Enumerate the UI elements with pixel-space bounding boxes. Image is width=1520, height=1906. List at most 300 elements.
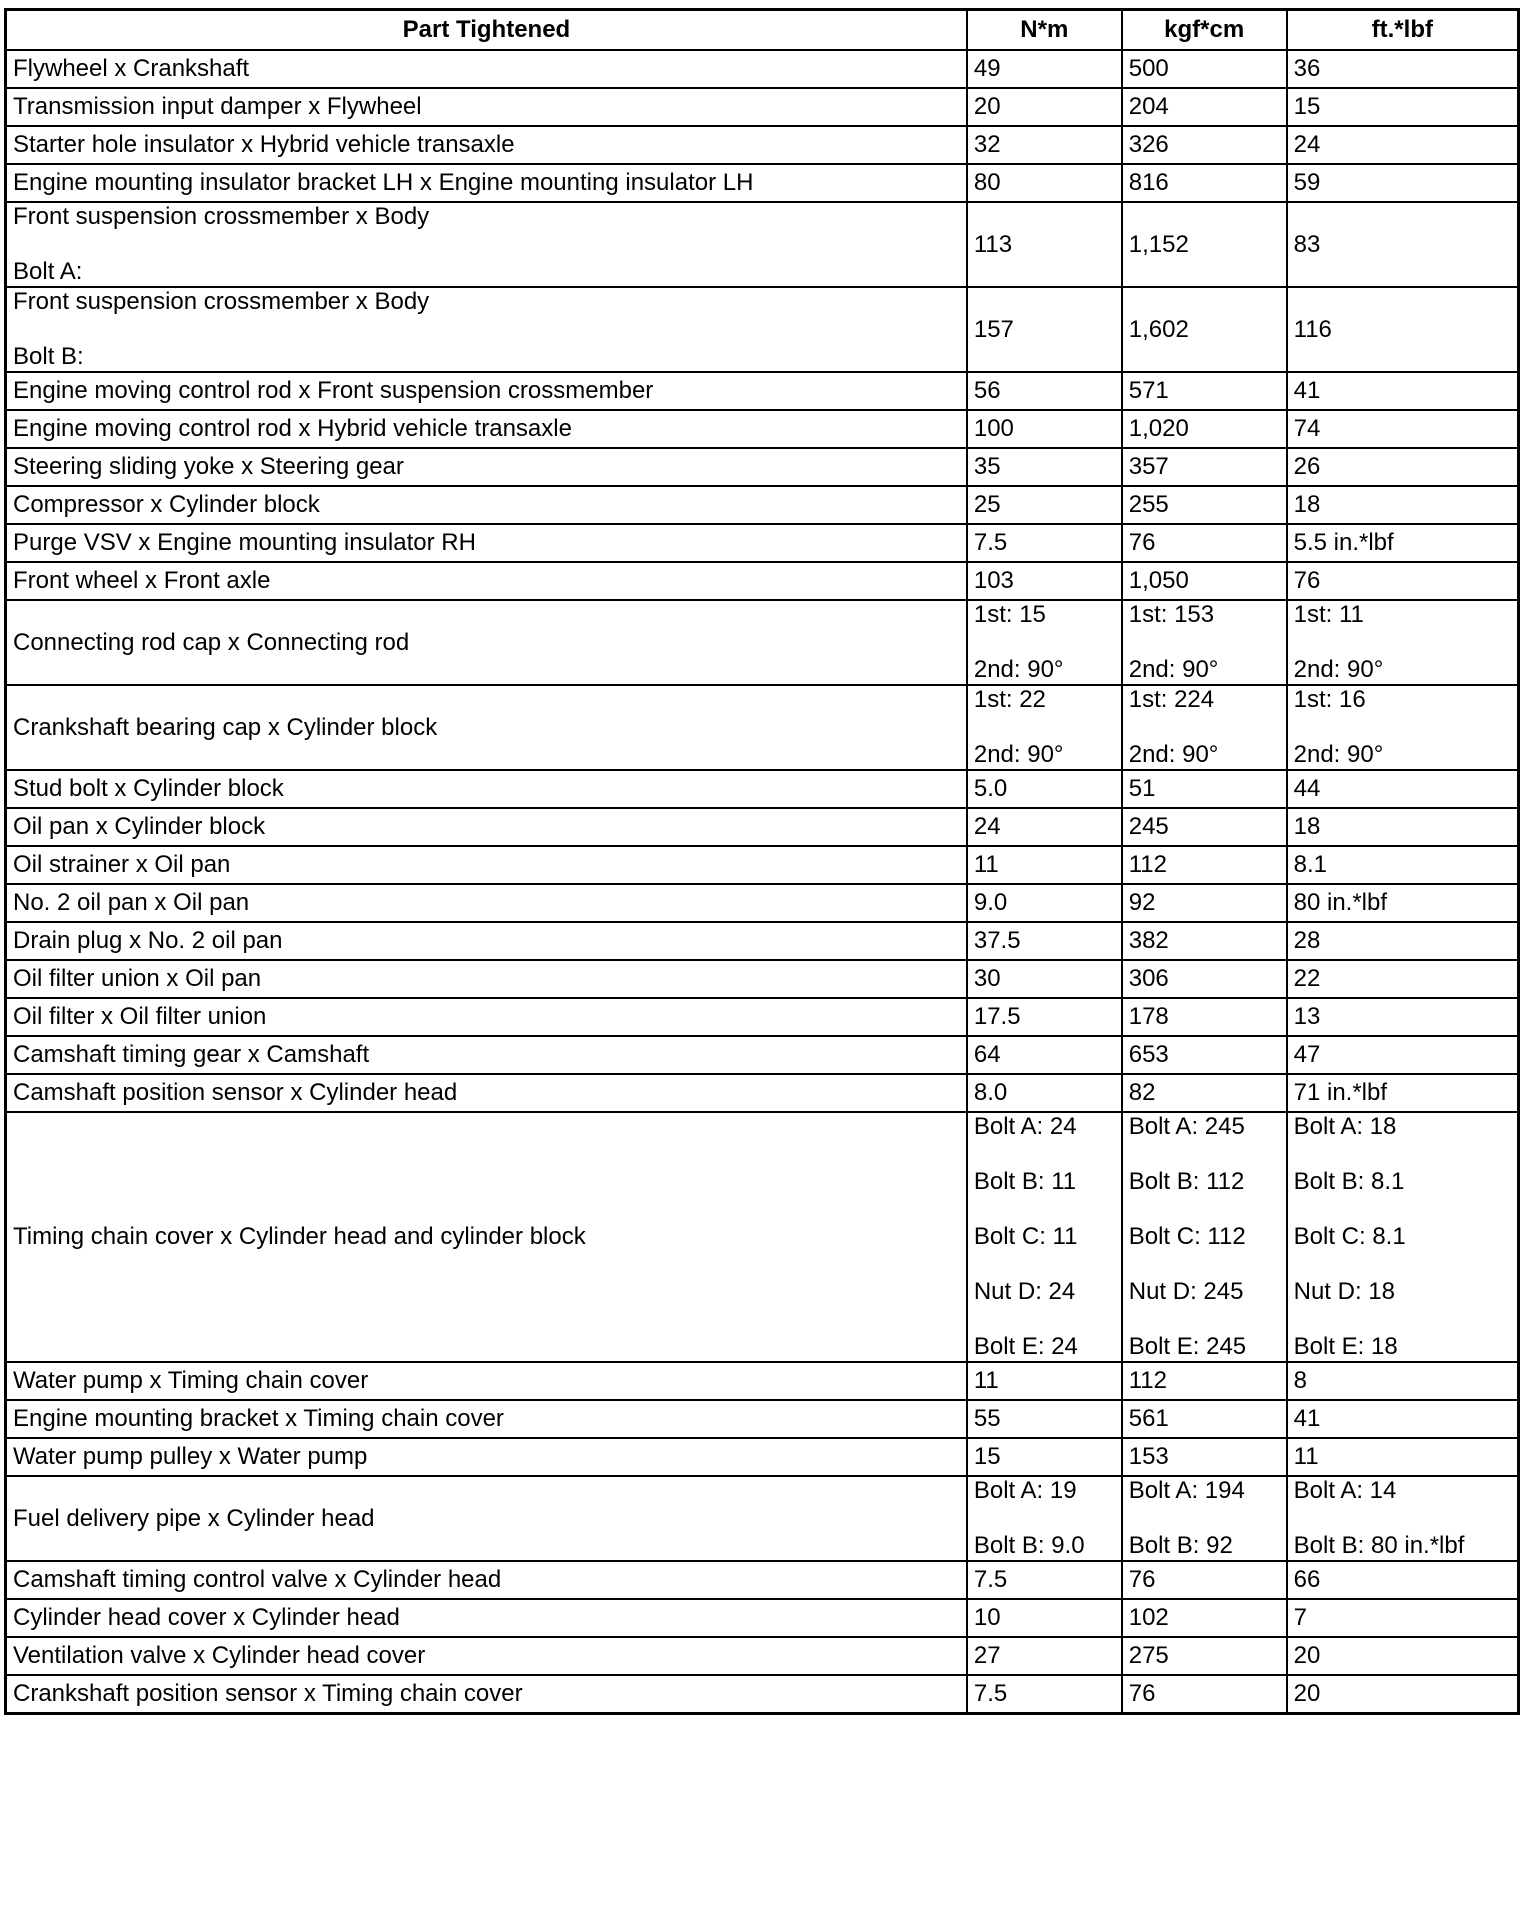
header-nm: N*m <box>967 10 1122 51</box>
part-cell <box>6 50 967 88</box>
part-cell-line: Crankshaft bearing cap x Cylinder block <box>13 713 438 741</box>
part-cell-line: Crankshaft position sensor x Timing chain cover <box>13 1680 523 1707</box>
ft-lbf-cell-line: 20 <box>1293 1642 1321 1669</box>
torque-spec-sheet <box>4 8 1520 1715</box>
nm-cell-line: 20 <box>973 93 1001 120</box>
table-row <box>6 1074 1519 1112</box>
nm-cell <box>967 960 1122 998</box>
nm-cell <box>967 1675 1122 1714</box>
kgf-cm-cell <box>1122 770 1287 808</box>
ft-lbf-cell-line: 1st: 16 <box>1293 686 1366 713</box>
ft-lbf-cell <box>1287 770 1519 808</box>
ft-lbf-cell <box>1287 410 1519 448</box>
nm-cell <box>967 50 1122 88</box>
ft-lbf-cell <box>1287 1599 1519 1637</box>
table-row <box>6 410 1519 448</box>
table-row <box>6 1112 1519 1362</box>
ft-lbf-cell <box>1287 50 1519 88</box>
part-cell-line: Connecting rod cap x Connecting rod <box>13 628 410 656</box>
kgf-cm-cell-line: 357 <box>1128 453 1169 480</box>
table-row <box>6 126 1519 164</box>
ft-lbf-cell <box>1287 600 1519 685</box>
kgf-cm-cell <box>1122 600 1287 685</box>
kgf-cm-cell <box>1122 524 1287 562</box>
part-cell-line: Steering sliding yoke x Steering gear <box>13 453 404 480</box>
kgf-cm-cell <box>1122 1362 1287 1400</box>
ft-lbf-cell-line: Bolt B: 80 in.*lbf <box>1293 1532 1465 1559</box>
part-cell <box>6 287 967 372</box>
ft-lbf-cell-line: 47 <box>1293 1041 1321 1068</box>
ft-lbf-cell <box>1287 1074 1519 1112</box>
kgf-cm-cell-line: 1,050 <box>1128 567 1189 594</box>
kgf-cm-cell-line: 500 <box>1128 55 1169 82</box>
ft-lbf-cell <box>1287 1561 1519 1599</box>
table-row <box>6 202 1519 287</box>
ft-lbf-cell <box>1287 1036 1519 1074</box>
nm-cell <box>967 1036 1122 1074</box>
nm-cell-line: 7.5 <box>973 529 1008 556</box>
part-cell <box>6 846 967 884</box>
kgf-cm-cell-line: 1,020 <box>1128 415 1189 442</box>
ft-lbf-cell <box>1287 1637 1519 1675</box>
nm-cell <box>967 372 1122 410</box>
kgf-cm-cell <box>1122 126 1287 164</box>
ft-lbf-cell-line: 36 <box>1293 55 1321 82</box>
part-cell-line: Oil filter x Oil filter union <box>13 1003 267 1030</box>
table-row <box>6 1476 1519 1561</box>
ft-lbf-cell-line: 59 <box>1293 169 1321 196</box>
nm-cell-line: 30 <box>973 965 1001 992</box>
nm-cell-line: Bolt A: 24 <box>973 1113 1077 1140</box>
nm-cell-line: 24 <box>973 813 1001 840</box>
nm-cell-line: 7.5 <box>973 1566 1008 1593</box>
kgf-cm-cell-line: 653 <box>1128 1041 1169 1068</box>
nm-cell <box>967 202 1122 287</box>
nm-cell <box>967 287 1122 372</box>
nm-cell-line: 80 <box>973 169 1001 196</box>
table-row <box>6 164 1519 202</box>
kgf-cm-cell-line: 255 <box>1128 491 1169 518</box>
ft-lbf-cell-line: 80 in.*lbf <box>1293 889 1388 916</box>
nm-cell <box>967 1074 1122 1112</box>
ft-lbf-cell-line: 18 <box>1293 813 1321 840</box>
part-cell <box>6 1476 967 1561</box>
table-row <box>6 960 1519 998</box>
nm-cell <box>967 846 1122 884</box>
part-cell-line: Drain plug x No. 2 oil pan <box>13 927 283 954</box>
kgf-cm-cell <box>1122 998 1287 1036</box>
part-cell <box>6 1362 967 1400</box>
ft-lbf-cell-line: Bolt E: 18 <box>1293 1333 1398 1360</box>
kgf-cm-cell <box>1122 164 1287 202</box>
kgf-cm-cell <box>1122 808 1287 846</box>
part-cell-line: Oil pan x Cylinder block <box>13 813 266 840</box>
nm-cell-line: 7.5 <box>973 1680 1008 1707</box>
part-cell-line: Engine mounting insulator bracket LH x Engine mounting insulator LH <box>13 169 754 196</box>
ft-lbf-cell <box>1287 287 1519 372</box>
part-cell <box>6 486 967 524</box>
nm-cell-line: Bolt C: 11 <box>973 1223 1078 1250</box>
kgf-cm-cell <box>1122 685 1287 770</box>
nm-cell-line: 2nd: 90° <box>973 656 1064 683</box>
ft-lbf-cell <box>1287 960 1519 998</box>
nm-cell-line: 37.5 <box>973 927 1021 954</box>
nm-cell <box>967 88 1122 126</box>
kgf-cm-cell-line: 102 <box>1128 1604 1169 1631</box>
kgf-cm-cell-line: 816 <box>1128 169 1169 196</box>
part-cell-line: Ventilation valve x Cylinder head cover <box>13 1642 426 1669</box>
kgf-cm-cell-line: 51 <box>1128 775 1156 802</box>
nm-cell <box>967 685 1122 770</box>
ft-lbf-cell-line: 11 <box>1293 1443 1319 1470</box>
nm-cell-line: 55 <box>973 1405 1001 1432</box>
ft-lbf-cell-line: 7 <box>1293 1604 1307 1631</box>
ft-lbf-cell-line: 71 in.*lbf <box>1293 1079 1388 1106</box>
nm-cell <box>967 486 1122 524</box>
ft-lbf-cell-line: Bolt A: 18 <box>1293 1113 1397 1140</box>
header-part-tightened: Part Tightened <box>6 10 967 51</box>
nm-cell <box>967 1362 1122 1400</box>
part-cell-line: Fuel delivery pipe x Cylinder head <box>13 1504 375 1532</box>
kgf-cm-cell <box>1122 1438 1287 1476</box>
kgf-cm-cell-line: 571 <box>1128 377 1169 404</box>
part-cell <box>6 1675 967 1714</box>
table-body <box>6 50 1519 1714</box>
table-row <box>6 448 1519 486</box>
table-row <box>6 1438 1519 1476</box>
ft-lbf-cell <box>1287 846 1519 884</box>
nm-cell-line: 25 <box>973 491 1001 518</box>
nm-cell <box>967 448 1122 486</box>
ft-lbf-cell-line: 8 <box>1293 1367 1307 1394</box>
ft-lbf-cell-line: 24 <box>1293 131 1321 158</box>
ft-lbf-cell-line: 13 <box>1293 1003 1321 1030</box>
nm-cell-line: 103 <box>973 567 1014 594</box>
table-row <box>6 50 1519 88</box>
part-cell-line: Engine mounting bracket x Timing chain cover <box>13 1405 504 1432</box>
nm-cell-line: 1st: 22 <box>973 686 1046 713</box>
table-row <box>6 770 1519 808</box>
kgf-cm-cell <box>1122 1675 1287 1714</box>
part-cell <box>6 685 967 770</box>
kgf-cm-cell <box>1122 50 1287 88</box>
kgf-cm-cell-line: 2nd: 90° <box>1128 656 1219 683</box>
kgf-cm-cell <box>1122 410 1287 448</box>
ft-lbf-cell-line: 2nd: 90° <box>1293 741 1384 768</box>
ft-lbf-cell-line: 2nd: 90° <box>1293 656 1384 683</box>
kgf-cm-cell-line: Nut D: 245 <box>1128 1278 1244 1305</box>
part-cell <box>6 410 967 448</box>
table-row <box>6 486 1519 524</box>
part-cell-line: Front suspension crossmember x Body <box>13 288 430 315</box>
part-cell <box>6 1561 967 1599</box>
kgf-cm-cell-line: 204 <box>1128 93 1169 120</box>
ft-lbf-cell-line: Bolt C: 8.1 <box>1293 1223 1406 1250</box>
part-cell <box>6 1400 967 1438</box>
part-cell <box>6 1599 967 1637</box>
nm-cell-line: 5.0 <box>973 775 1008 802</box>
ft-lbf-cell-line: Bolt B: 8.1 <box>1293 1168 1405 1195</box>
kgf-cm-cell-line: Bolt E: 245 <box>1128 1333 1247 1360</box>
ft-lbf-cell-line: Nut D: 18 <box>1293 1278 1396 1305</box>
ft-lbf-cell-line: 41 <box>1293 1405 1321 1432</box>
nm-cell-line: 27 <box>973 1642 1001 1669</box>
table-row <box>6 922 1519 960</box>
nm-cell-line: Bolt E: 24 <box>973 1333 1078 1360</box>
part-cell <box>6 998 967 1036</box>
kgf-cm-cell <box>1122 88 1287 126</box>
kgf-cm-cell-line: 245 <box>1128 813 1169 840</box>
part-cell-line: Oil filter union x Oil pan <box>13 965 262 992</box>
table-row <box>6 1561 1519 1599</box>
ft-lbf-cell <box>1287 562 1519 600</box>
nm-cell <box>967 1561 1122 1599</box>
part-cell <box>6 126 967 164</box>
kgf-cm-cell-line: 2nd: 90° <box>1128 741 1219 768</box>
ft-lbf-cell-line: 18 <box>1293 491 1321 518</box>
nm-cell-line: Bolt A: 19 <box>973 1477 1077 1504</box>
ft-lbf-cell-line: 116 <box>1293 315 1332 343</box>
nm-cell-line: 15 <box>973 1443 1001 1470</box>
kgf-cm-cell <box>1122 448 1287 486</box>
ft-lbf-cell-line: 28 <box>1293 927 1321 954</box>
table-row <box>6 600 1519 685</box>
nm-cell <box>967 922 1122 960</box>
kgf-cm-cell-line: 275 <box>1128 1642 1169 1669</box>
nm-cell-line: 49 <box>973 55 1001 82</box>
part-cell <box>6 1637 967 1675</box>
nm-cell <box>967 1476 1122 1561</box>
ft-lbf-cell <box>1287 448 1519 486</box>
ft-lbf-cell-line: 44 <box>1293 775 1321 802</box>
ft-lbf-cell <box>1287 164 1519 202</box>
nm-cell-line: 11 <box>973 851 999 878</box>
kgf-cm-cell <box>1122 1036 1287 1074</box>
kgf-cm-cell <box>1122 846 1287 884</box>
kgf-cm-cell-line: 76 <box>1128 1680 1156 1707</box>
kgf-cm-cell-line: Bolt A: 245 <box>1128 1113 1245 1140</box>
nm-cell-line: 10 <box>973 1604 1001 1631</box>
ft-lbf-cell-line: 22 <box>1293 965 1321 992</box>
kgf-cm-cell-line: 306 <box>1128 965 1169 992</box>
kgf-cm-cell-line: 178 <box>1128 1003 1169 1030</box>
part-cell-line: Camshaft timing control valve x Cylinder head <box>13 1566 502 1593</box>
kgf-cm-cell-line: Bolt C: 112 <box>1128 1223 1246 1250</box>
kgf-cm-cell <box>1122 1476 1287 1561</box>
ft-lbf-cell-line: 26 <box>1293 453 1321 480</box>
nm-cell-line: 113 <box>973 230 1013 258</box>
part-cell-line: Cylinder head cover x Cylinder head <box>13 1604 400 1631</box>
nm-cell <box>967 562 1122 600</box>
ft-lbf-cell <box>1287 922 1519 960</box>
header-kgf-cm: kgf*cm <box>1122 10 1287 51</box>
kgf-cm-cell <box>1122 486 1287 524</box>
table-row <box>6 372 1519 410</box>
nm-cell <box>967 410 1122 448</box>
header-row <box>6 10 1519 51</box>
kgf-cm-cell <box>1122 1561 1287 1599</box>
ft-lbf-cell-line: Bolt A: 14 <box>1293 1477 1397 1504</box>
part-cell <box>6 770 967 808</box>
table-row <box>6 998 1519 1036</box>
ft-lbf-cell <box>1287 1476 1519 1561</box>
part-cell <box>6 524 967 562</box>
ft-lbf-cell-line: 5.5 in.*lbf <box>1293 529 1394 556</box>
part-cell-line: Camshaft timing gear x Camshaft <box>13 1041 370 1068</box>
ft-lbf-cell <box>1287 884 1519 922</box>
part-cell-line: Bolt B: <box>13 343 84 370</box>
table-row <box>6 685 1519 770</box>
part-cell-line: Transmission input damper x Flywheel <box>13 93 422 120</box>
part-cell-line: Purge VSV x Engine mounting insulator RH <box>13 529 476 556</box>
kgf-cm-cell-line: 1,152 <box>1128 230 1189 258</box>
nm-cell <box>967 808 1122 846</box>
table-row <box>6 88 1519 126</box>
ft-lbf-cell-line: 76 <box>1293 567 1321 594</box>
part-cell-line: No. 2 oil pan x Oil pan <box>13 889 250 916</box>
table-row <box>6 287 1519 372</box>
kgf-cm-cell-line: Bolt B: 92 <box>1128 1532 1233 1559</box>
part-cell-line: Front wheel x Front axle <box>13 567 271 594</box>
ft-lbf-cell-line: 41 <box>1293 377 1321 404</box>
part-cell-line: Camshaft position sensor x Cylinder head <box>13 1079 458 1106</box>
kgf-cm-cell-line: 382 <box>1128 927 1169 954</box>
part-cell <box>6 1438 967 1476</box>
kgf-cm-cell-line: Bolt B: 112 <box>1128 1168 1245 1195</box>
part-cell <box>6 1036 967 1074</box>
part-cell <box>6 562 967 600</box>
kgf-cm-cell <box>1122 1400 1287 1438</box>
table-row <box>6 1637 1519 1675</box>
part-cell-line: Starter hole insulator x Hybrid vehicle transaxle <box>13 131 515 158</box>
kgf-cm-cell <box>1122 1599 1287 1637</box>
ft-lbf-cell-line: 8.1 <box>1293 851 1327 878</box>
part-cell <box>6 448 967 486</box>
nm-cell-line: 32 <box>973 131 1001 158</box>
torque-table <box>4 8 1520 1715</box>
nm-cell <box>967 600 1122 685</box>
header-ft-lbf: ft.*lbf <box>1287 10 1519 51</box>
nm-cell <box>967 164 1122 202</box>
nm-cell <box>967 884 1122 922</box>
part-cell-line: Compressor x Cylinder block <box>13 491 320 518</box>
ft-lbf-cell <box>1287 1112 1519 1362</box>
ft-lbf-cell <box>1287 202 1519 287</box>
ft-lbf-cell <box>1287 1400 1519 1438</box>
ft-lbf-cell-line: 20 <box>1293 1680 1321 1707</box>
kgf-cm-cell <box>1122 1112 1287 1362</box>
kgf-cm-cell <box>1122 1074 1287 1112</box>
part-cell-line: Water pump pulley x Water pump <box>13 1443 368 1470</box>
part-cell <box>6 960 967 998</box>
nm-cell <box>967 1400 1122 1438</box>
ft-lbf-cell-line: 74 <box>1293 415 1321 442</box>
nm-cell-line: 11 <box>973 1367 999 1394</box>
part-cell-line: Water pump x Timing chain cover <box>13 1367 369 1394</box>
nm-cell-line: Bolt B: 11 <box>973 1168 1077 1195</box>
nm-cell-line: 8.0 <box>973 1079 1008 1106</box>
part-cell <box>6 808 967 846</box>
nm-cell <box>967 770 1122 808</box>
table-row <box>6 1400 1519 1438</box>
nm-cell-line: 64 <box>973 1041 1001 1068</box>
kgf-cm-cell-line: 76 <box>1128 1566 1156 1593</box>
part-cell-line: Engine moving control rod x Front suspension crossmember <box>13 377 654 404</box>
table-row <box>6 1675 1519 1714</box>
kgf-cm-cell-line: Bolt A: 194 <box>1128 1477 1245 1504</box>
kgf-cm-cell-line: 326 <box>1128 131 1169 158</box>
kgf-cm-cell-line: 153 <box>1128 1443 1169 1470</box>
table-row <box>6 808 1519 846</box>
kgf-cm-cell <box>1122 1637 1287 1675</box>
nm-cell-line: 2nd: 90° <box>973 741 1064 768</box>
nm-cell-line: 157 <box>973 315 1014 343</box>
table-row <box>6 1362 1519 1400</box>
part-cell <box>6 164 967 202</box>
part-cell <box>6 922 967 960</box>
ft-lbf-cell <box>1287 685 1519 770</box>
kgf-cm-cell-line: 112 <box>1128 851 1167 878</box>
nm-cell <box>967 998 1122 1036</box>
nm-cell-line: 17.5 <box>973 1003 1021 1030</box>
nm-cell <box>967 1599 1122 1637</box>
ft-lbf-cell-line: 15 <box>1293 93 1321 120</box>
part-cell-line: Bolt A: <box>13 258 83 285</box>
part-cell-line: Front suspension crossmember x Body <box>13 203 430 230</box>
kgf-cm-cell <box>1122 372 1287 410</box>
ft-lbf-cell <box>1287 88 1519 126</box>
nm-cell <box>967 126 1122 164</box>
kgf-cm-cell-line: 92 <box>1128 889 1156 916</box>
nm-cell-line: 9.0 <box>973 889 1008 916</box>
part-cell <box>6 600 967 685</box>
table-row <box>6 524 1519 562</box>
nm-cell <box>967 524 1122 562</box>
nm-cell-line: 1st: 15 <box>973 601 1046 628</box>
part-cell-line: Stud bolt x Cylinder block <box>13 775 284 802</box>
part-cell <box>6 1074 967 1112</box>
table-row <box>6 1599 1519 1637</box>
kgf-cm-cell-line: 1st: 153 <box>1128 601 1215 628</box>
table-row <box>6 562 1519 600</box>
ft-lbf-cell-line: 1st: 11 <box>1293 601 1364 628</box>
kgf-cm-cell-line: 1,602 <box>1128 315 1189 343</box>
part-cell <box>6 884 967 922</box>
part-cell <box>6 88 967 126</box>
kgf-cm-cell <box>1122 562 1287 600</box>
kgf-cm-cell <box>1122 960 1287 998</box>
ft-lbf-cell-line: 66 <box>1293 1566 1321 1593</box>
ft-lbf-cell <box>1287 486 1519 524</box>
nm-cell-line: 35 <box>973 453 1001 480</box>
kgf-cm-cell-line: 112 <box>1128 1367 1167 1394</box>
part-cell-line: Oil strainer x Oil pan <box>13 851 231 878</box>
table-header <box>6 10 1519 51</box>
kgf-cm-cell-line: 82 <box>1128 1079 1156 1106</box>
nm-cell <box>967 1112 1122 1362</box>
kgf-cm-cell-line: 1st: 224 <box>1128 686 1215 713</box>
kgf-cm-cell <box>1122 202 1287 287</box>
ft-lbf-cell <box>1287 1438 1519 1476</box>
nm-cell <box>967 1438 1122 1476</box>
part-cell <box>6 1112 967 1362</box>
part-cell-line: Engine moving control rod x Hybrid vehicle transaxle <box>13 415 572 442</box>
kgf-cm-cell <box>1122 884 1287 922</box>
nm-cell-line: Nut D: 24 <box>973 1278 1076 1305</box>
ft-lbf-cell <box>1287 524 1519 562</box>
nm-cell <box>967 1637 1122 1675</box>
part-cell <box>6 372 967 410</box>
